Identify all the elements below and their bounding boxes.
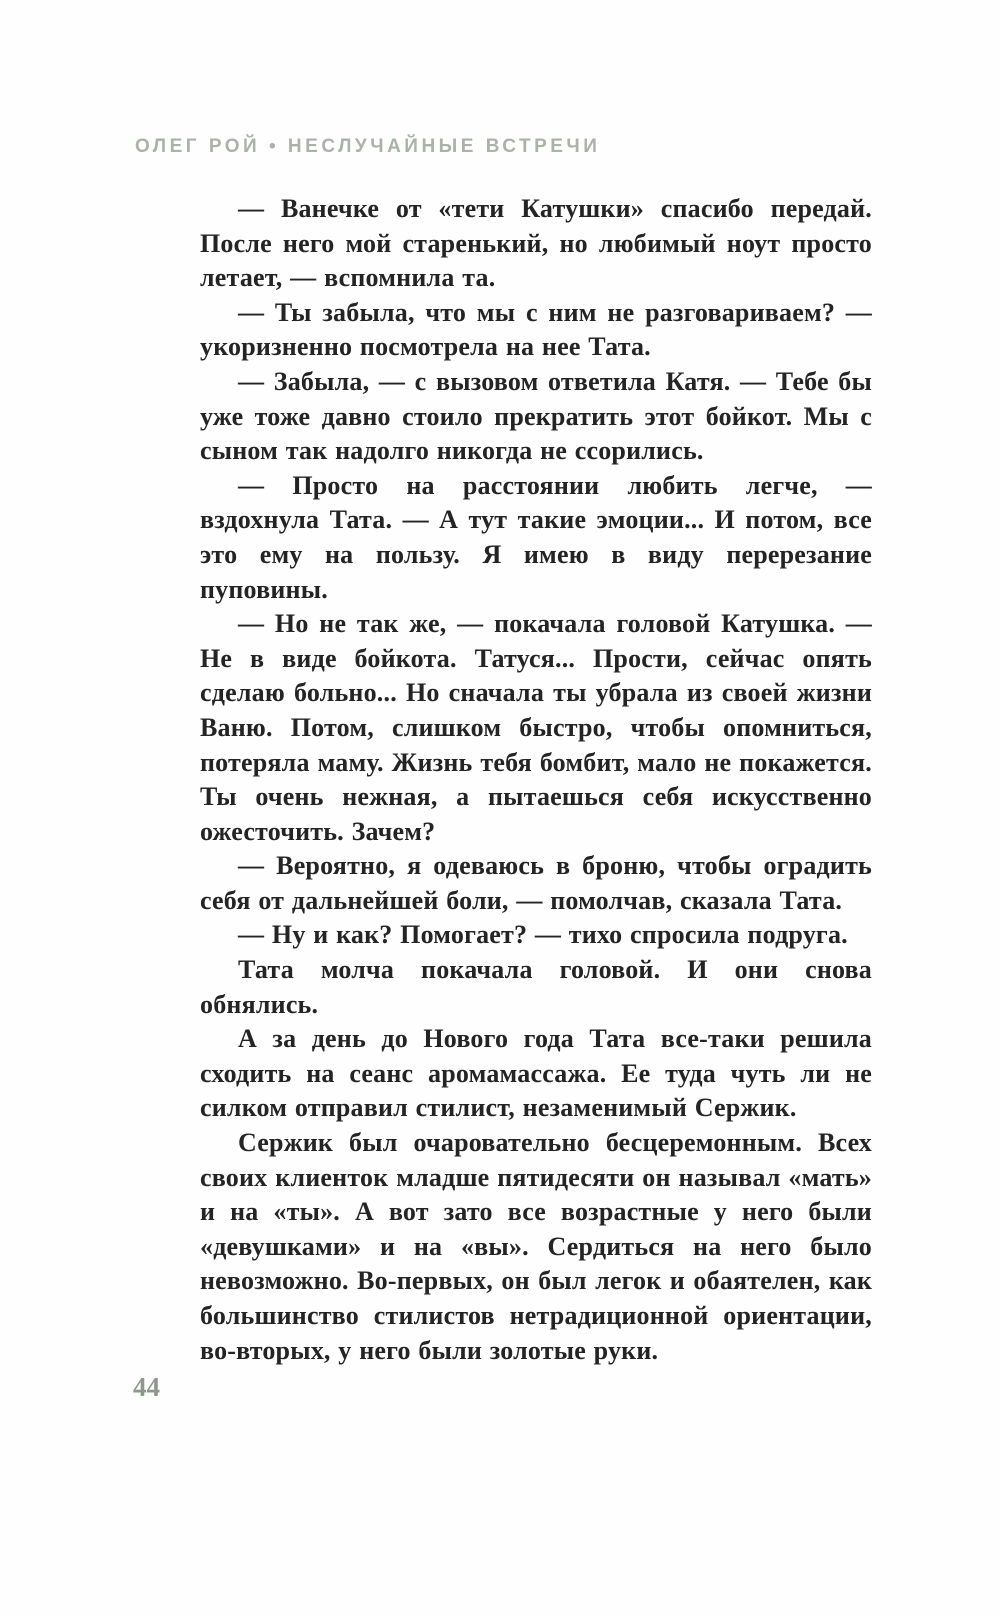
body-text-block [200, 192, 872, 1368]
paragraph: А за день до Нового года Тата все-таки решила сходить на сеанс аромамассажа. Ее туда чуть ли не силком отправил стилист, незаменимый Сержик. [200, 1024, 872, 1123]
running-header: ОЛЕГ РОЙ • НЕСЛУЧАЙНЫЕ ВСТРЕЧИ [135, 136, 601, 157]
paragraph: — Забыла, — с вызовом ответила Катя. — Тебе бы уже тоже давно стоило прекратить этот бойкот. Мы с сыном так надолго никогда не ссорились. [200, 366, 872, 466]
paragraph: — Ну и как? Помогает? — тихо спросила подруга. [238, 920, 848, 950]
paragraph: — Но не так же, — покачала головой Катушка. — Не в виде бойкота. Татуся... Прости, сейчас опять сделаю больно... Но сначала ты убрала из своей жизни Ваню. Потом, слишком быстро, чтобы опомниться, потеряла маму. Жизнь тебя бомбит, мало не покажется. Ты очень нежная, а пытаешься себя искусственно ожесточить. Зачем? [200, 609, 872, 846]
paragraph: — Вероятно, я одеваюсь в броню, чтобы оградить себя от дальнейшей боли, — помолчав, сказала Тата. [200, 851, 872, 915]
paragraph: Сержик был очаровательно бесцеремонным. Всех своих клиенток младше пятидесяти он называл «мать» и на «ты». А вот зато все возрастные у него были «девушками» и на «вы». Сердиться на него было невозможно. Во-первых, он был легок и обаятелен, как большинство стилистов нетрадиционной ориентации, во-вторых, у него были золотые руки. [200, 1128, 872, 1365]
paragraph: — Просто на расстоянии любить легче, — вздохнула Тата. — А тут такие эмоции... И потом, все это ему на пользу. Я имею в виду перерезание пуповины. [200, 470, 872, 604]
paragraph: Тата молча покачала головой. И они снова обнялись. [200, 955, 872, 1019]
page-number: 44 [133, 1372, 160, 1402]
paragraph: — Ты забыла, что мы с ним не разговариваем? — укоризненно посмотрела на нее Тата. [200, 297, 872, 362]
paragraph: — Ванечке от «тети Катушки» спасибо передай. После него мой старенький, но любимый ноут просто летает, — вспомнила та. [200, 194, 872, 293]
